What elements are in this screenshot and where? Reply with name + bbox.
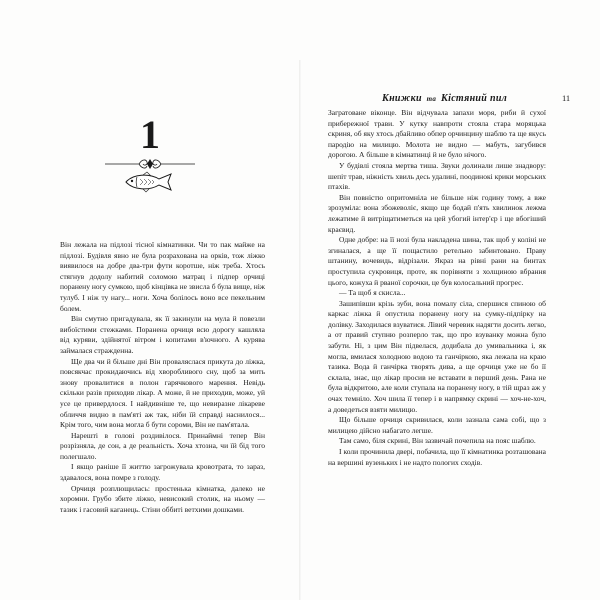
paragraph: Там само, біля скрині, Він зазвичай почепила на пояс шаблю.	[339, 436, 536, 446]
paragraph: Він лежала на підлозі тісної кімнатинки. Чи то пак майже на підлозі. Будівля явно не була розрахована на орків, тож ліжко виявилося на добре два-три фути коротше, ніж треба. Хтось стягнув додолу набитий соломою матрац і підпер орчиці поранену ногу сумкою, щоб кінцівка не звисла б була вище, ніж тулуб. І ніж ту нагу... ноги. Хоча болілось воно все пекельним болем.	[60, 240, 265, 313]
paragraph: Загратоване віконце. Він відчувала запахи моря, риби й сухої прибережної трави. У кутку навпроти стояла стара моряцька скриня, об яку хтось дбайливо обпер орчинцину шаблю та ще якусь пародію на милицю. Молота не видно — мабуть, загубився дорогою. А більше в кімнатинці й не було нічого.	[328, 108, 546, 160]
paragraph: Зашипівши крізь зуби, вона помалу сіла, спершися спиною об каркас ліжка й опустила поранену ногу на сумку-підпірку на долівку. Заходилася взуватися. Лівий черевик надягти досить легко, а от правий ступню розперло так, що про взуванку можна було забути. Ні, з цим Він підвелася, додибала до умивальника і, як могла, вмилася холодною водою та ганчіркою, яка лежала на краю тазика. Вода й ганчірка творять дива, а ще орчиця уже не бо її склала, знає, що лікар просив не вставати в перший день. Рана не була відкритою, але коли ступала на поранену ногу, в тій щраз аж у очах темніло. Хоч шила її тепер і в напрямку скрині — хоч-не-хоч, а доведеться взяти милицю.	[328, 298, 546, 414]
paragraph: Він повністю опритомніла не більше ніж годину тому, а вже зрозуміла: вона збожеволіє, якщо ще бодай п'ять хвилинок лежма лежатиме й витріщатиметься на цей убогий інтер'єр і ще вбогіший краєвид.	[328, 192, 546, 234]
paragraph: Нарешті в голові роздивілося. Принаймні тепер Він розрізняла, де сон, а де реальність. Хоча хтозна, чи їй бід того полегшало.	[60, 430, 265, 461]
paragraph: Ще два чи й більше дні Він проваляслася прикута до ліжка, повсякчас прокидаючись від хворобливого сну, щоб за мить знову провалитися в полон гарячкового марення. Невідь скільки разів приходив лікар. А може, й не приходив, може, уй усе це привердлося. І найдивніше те, що невиразне лікареве обличчя видно в пам'яті аж так, ніби їй справді наснилося... Крім того, чим вона могла б бути сороми, Він не пам'ятала.	[60, 356, 265, 430]
paragraph: У будівлі стояла мертва тиша. Звуки долинали лише знадвору: шепіт трав, ніжність хвиль десь удалині, поодинокі крики морських птахів.	[328, 160, 546, 192]
paragraph: І якщо раніше її життю загрожувала кровотрата, то зараз, здавалося, вона помре з голоду.	[60, 462, 265, 483]
left-page-body	[60, 240, 265, 515]
paragraph: Що більше орчиця скривилася, коли зазнала сама собі, що з милицею дійсно набагато легше.	[328, 415, 546, 435]
running-head	[382, 93, 507, 104]
paragraph: Одне добре: на її нозі була накладена шина, так щоб у коліні не згиналася, а ще її пощастило ретельно забинтовано. Праву штанину, вочевидь, відрізали. Якраз на рівні рани на бинтах проступила сукровиця, проте, як порівняти з холщиною вбрання цього, кожуха й рваної сорочки, це був колосальний прогрес.	[328, 235, 546, 287]
running-head-connector: та	[426, 95, 437, 103]
paragraph: Орчиця розплющилась: простенька кімнатка, далеко не хоромни. Грубо збите ліжко, невисокий столик, на ньому — тазик і гасовий каганець. Стіни оббиті ветхими дошками.	[60, 483, 265, 514]
chapter-number: 1	[140, 112, 160, 157]
page-number: 11	[562, 93, 571, 103]
fish-icon	[123, 171, 175, 193]
paragraph: І коли прочинила двері, побачила, що її кімнатинка розташована на вершині вузеньких і не надто пологих сходів.	[328, 447, 546, 467]
paragraph: Він смутно пригадувала, як її закинули на мула й повезли вибоїстими стежками. Поранена орчиця всю дорогу кашляла від куряви, здійнятої вітром і копитами в'ючного. А курява займалася стражденна.	[60, 314, 265, 355]
paragraph: — Та щоб я скисла...	[339, 288, 406, 298]
flourish-divider-icon	[103, 158, 197, 170]
right-page-body	[328, 108, 546, 468]
running-head-part2: Кістяний пил	[441, 93, 508, 104]
running-head-part1: Книжки	[382, 93, 422, 104]
